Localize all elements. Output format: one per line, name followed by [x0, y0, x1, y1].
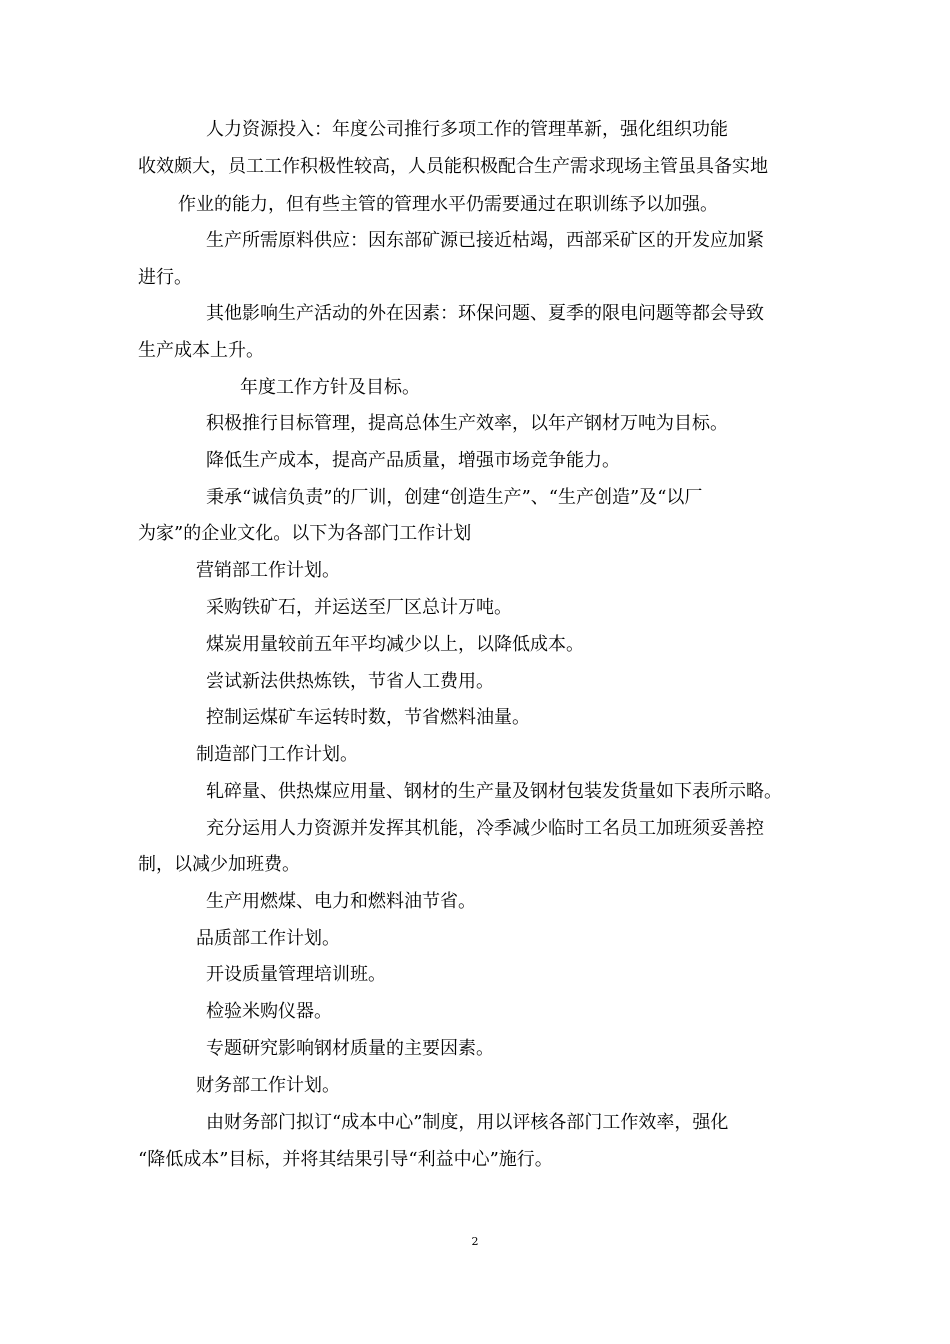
- paragraph-line: 其他影响生产活动的外在因素：环保问题、夏季的限电问题等都会导致: [206, 303, 764, 324]
- paragraph-line: 积极推行目标管理，提高总体生产效率，以年产钢材万吨为目标。: [206, 413, 728, 434]
- paragraph-line: 由财务部门拟订“成本中心”制度，用以评核各部门工作效率，强化: [206, 1112, 729, 1133]
- section-heading: 财务部工作计划。: [196, 1075, 340, 1096]
- page-number: 2: [471, 1235, 479, 1248]
- paragraph-line: 尝试新法供热炼铁，节省人工费用。: [206, 671, 494, 692]
- paragraph-line: 采购铁矿石，并运送至厂区总计万吨。: [206, 597, 512, 618]
- paragraph-line: 生产成本上升。: [138, 340, 264, 361]
- section-heading: 年度工作方针及目标。: [240, 377, 420, 398]
- paragraph-line: 进行。: [138, 267, 192, 288]
- paragraph-line: 生产所需原料供应：因东部矿源已接近枯竭，西部采矿区的开发应加紧: [206, 230, 764, 251]
- paragraph-line: 制，以减少加班费。: [138, 854, 300, 875]
- paragraph-line: 作业的能力，但有些主管的管理水平仍需要通过在职训练予以加强。: [178, 194, 718, 215]
- paragraph-line: 轧碎量、供热煤应用量、钢材的生产量及钢材包装发货量如下表所示略。: [206, 781, 782, 802]
- paragraph-line: 降低生产成本，提高产品质量，增强市场竞争能力。: [206, 450, 620, 471]
- paragraph-line: 专题研究影响钢材质量的主要因素。: [206, 1038, 494, 1059]
- paragraph-line: 收效颇大，员工工作积极性较高，人员能积极配合生产需求现场主管虽具备实地: [138, 156, 768, 177]
- paragraph-line: 煤炭用量较前五年平均减少以上，以降低成本。: [206, 634, 584, 655]
- section-heading: 品质部工作计划。: [196, 928, 340, 949]
- paragraph-line: 秉承“诚信负责”的厂训，创建“创造生产”、“生产创造”及“以厂: [206, 487, 703, 508]
- paragraph-line: 检验米购仪器。: [206, 1001, 332, 1022]
- paragraph-line: 人力资源投入：年度公司推行多项工作的管理革新，强化组织功能: [206, 119, 728, 140]
- paragraph-line: “降低成本”目标，并将其结果引导“利益中心”施行。: [138, 1149, 553, 1170]
- paragraph-line: 控制运煤矿车运转时数，节省燃料油量。: [206, 707, 530, 728]
- paragraph-line: 生产用燃煤、电力和燃料油节省。: [206, 891, 476, 912]
- paragraph-line: 为家”的企业文化。以下为各部门工作计划: [138, 523, 472, 544]
- paragraph-line: 开设质量管理培训班。: [206, 964, 386, 985]
- section-heading: 营销部工作计划。: [196, 560, 340, 581]
- section-heading: 制造部门工作计划。: [196, 744, 358, 765]
- paragraph-line: 充分运用人力资源并发挥其机能，冷季减少临时工名员工加班须妥善控: [206, 818, 764, 839]
